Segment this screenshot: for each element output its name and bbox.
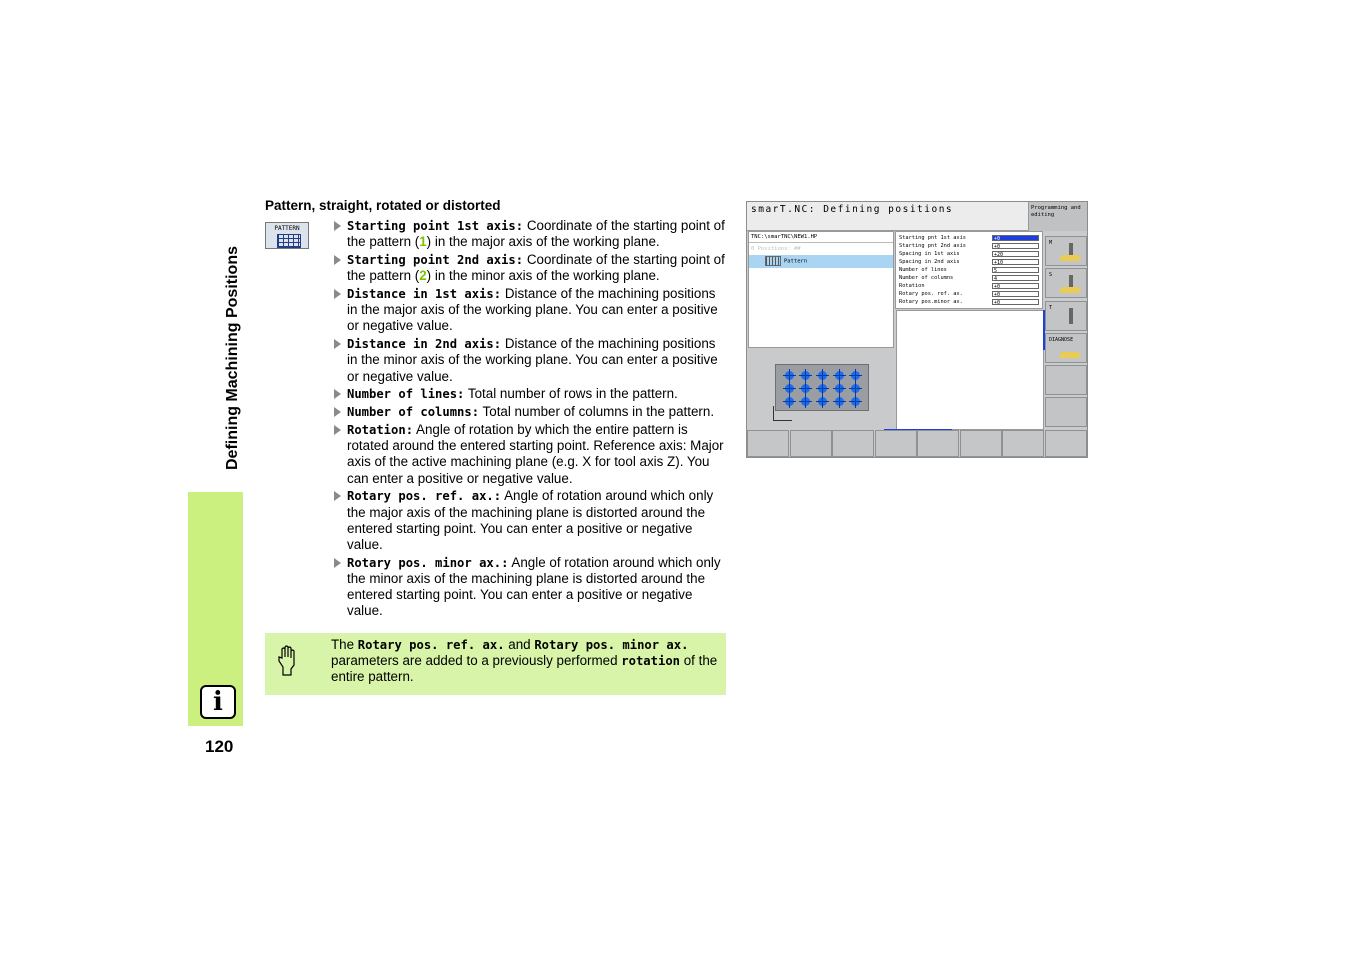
param-name: Number of columns: <box>347 405 480 420</box>
tnc-screenshot <box>746 201 1088 458</box>
tnc-horizontal-softkeys <box>747 430 1087 457</box>
form-value[interactable]: +10 <box>992 259 1039 265</box>
param-name: Distance in 2nd axis: <box>347 337 502 352</box>
hole-position <box>835 397 844 406</box>
softkey-bottom[interactable] <box>875 430 917 457</box>
softkey-s[interactable] <box>1045 268 1087 298</box>
softkey-label: T <box>1049 305 1053 311</box>
softkey-bottom[interactable] <box>832 430 874 457</box>
softkey-empty[interactable] <box>1045 365 1087 395</box>
tnc-mode-label: Programming and editing <box>1028 202 1087 231</box>
tnc-program-tree <box>748 231 894 348</box>
tool-change-icon <box>1069 308 1073 324</box>
tnc-help-graphic-area <box>896 310 1044 430</box>
pattern-softkey-icon <box>265 222 309 249</box>
hole-position <box>835 384 844 393</box>
softkey-bottom[interactable] <box>747 430 789 457</box>
hole-position <box>801 371 810 380</box>
param-item <box>333 286 728 335</box>
softkey-m[interactable] <box>1045 236 1087 266</box>
softkey-label: DIAGNOSE <box>1049 337 1074 343</box>
note-keyword: rotation <box>621 654 680 669</box>
softkey-bottom[interactable] <box>917 430 959 457</box>
callout-number: 2 <box>419 268 427 284</box>
parameter-list <box>333 218 728 621</box>
section-heading: Pattern, straight, rotated or distorted <box>265 198 501 213</box>
param-name: Rotary pos. ref. ax.: <box>347 489 502 504</box>
tnc-title: smarT.NC: Defining positions <box>747 202 1028 231</box>
hole-position <box>851 384 860 393</box>
pattern-icon <box>765 256 781 266</box>
param-item <box>333 336 728 385</box>
form-label: Rotation <box>899 283 925 289</box>
param-item <box>333 488 728 553</box>
form-label: Rotary pos.minor ax. <box>899 299 963 305</box>
param-desc-end: ) in the minor axis of the working plane. <box>426 268 660 284</box>
pattern-grid-icon <box>277 234 301 248</box>
form-label: Spacing in 1st axis <box>899 251 960 257</box>
chapter-title: Defining Machining Positions <box>224 246 241 470</box>
hole-position <box>801 384 810 393</box>
hole-position <box>818 371 827 380</box>
param-name: Number of lines: <box>347 387 465 402</box>
param-desc: Total number of columns in the pattern. <box>479 404 715 420</box>
param-desc: Coordinate of the starting point of the pattern ( <box>347 252 725 284</box>
tnc-parameter-form <box>895 231 1043 309</box>
param-name: Starting point 2nd axis: <box>347 253 524 267</box>
form-label: Spacing in 2nd axis <box>899 259 960 265</box>
tnc-path: TNC:\smarTNC\NEW1.HP <box>749 232 893 243</box>
param-desc: Distance of the machining positions in the major axis of the working plane. You can enter a positive or negative value. <box>347 286 718 334</box>
form-label: Starting pnt 2nd axis <box>899 243 966 249</box>
form-label: Number of columns <box>899 275 954 281</box>
bullet-arrow-icon <box>334 425 341 435</box>
tnc-vertical-softkeys <box>1045 231 1087 431</box>
softkey-label: S <box>1049 272 1053 278</box>
workpiece-plate <box>775 364 869 411</box>
param-item <box>333 386 728 402</box>
hole-position <box>785 371 794 380</box>
spindle-icon <box>1060 287 1080 293</box>
note-text-part: and <box>504 637 535 652</box>
param-desc-end: ) in the major axis of the working plane. <box>426 234 660 250</box>
info-icon: i <box>200 685 236 719</box>
form-value[interactable]: 5 <box>992 267 1039 273</box>
param-desc: Angle of rotation by which the entire pattern is rotated around the entered starting point. Reference axis: Major axis of the active machining plane (e.g. X for tool axis Z). You can enter a positive or negative value. <box>347 422 724 486</box>
tnc-pattern-graphic <box>748 349 894 429</box>
hole-position <box>851 371 860 380</box>
softkey-bottom[interactable] <box>1045 430 1087 457</box>
hole-position <box>818 397 827 406</box>
bullet-arrow-icon <box>334 255 341 265</box>
form-label: Starting pnt 1st axis <box>899 235 966 241</box>
origin-marker-icon <box>773 406 792 421</box>
bullet-arrow-icon <box>334 389 341 399</box>
form-label: Number of lines <box>899 267 947 273</box>
bullet-arrow-icon <box>334 407 341 417</box>
param-item <box>333 404 728 420</box>
note-text-part: The <box>331 637 358 652</box>
param-name: Rotary pos. minor ax.: <box>347 555 509 570</box>
hole-position <box>785 397 794 406</box>
param-desc: Coordinate of the starting point of the pattern ( <box>347 218 725 250</box>
tree-item-label: Pattern <box>784 258 808 265</box>
param-desc: Angle of rotation around which only the minor axis of the machining plane is distorted around the entered starting point. You can enter a positive or negative value. <box>347 554 721 619</box>
softkey-label: PATTERN <box>274 225 300 232</box>
softkey-label: M <box>1049 240 1053 246</box>
note-keyword: Rotary pos. ref. ax. <box>357 638 505 652</box>
form-value[interactable]: +0 <box>992 243 1039 249</box>
softkey-bottom[interactable] <box>790 430 832 457</box>
hole-position <box>835 371 844 380</box>
softkey-bottom[interactable] <box>1002 430 1044 457</box>
bullet-arrow-icon <box>334 339 341 349</box>
param-desc: Total number of rows in the pattern. <box>464 386 678 402</box>
bullet-arrow-icon <box>334 289 341 299</box>
form-value[interactable]: +20 <box>992 251 1039 257</box>
softkey-bottom[interactable] <box>960 430 1002 457</box>
param-item <box>333 555 728 620</box>
param-item <box>333 218 728 250</box>
param-name: Rotation: <box>347 423 414 437</box>
form-value[interactable]: +0 <box>992 283 1039 289</box>
note-text-part: of the entire pattern. <box>331 653 718 685</box>
hole-position <box>851 397 860 406</box>
hole-position <box>785 384 794 393</box>
param-desc: Distance of the machining positions in the minor axis of the working plane. You can enter a positive or negative value. <box>347 336 718 384</box>
form-label: Rotary pos. ref. ax. <box>899 291 963 297</box>
spindle-icon <box>1060 255 1080 261</box>
param-name: Distance in 1st axis: <box>347 287 502 301</box>
param-desc: Angle of rotation around which only the major axis of the machining plane is distorted around the entered starting point. You can enter a positive or negative value. <box>347 488 714 553</box>
bullet-arrow-icon <box>334 221 341 231</box>
diagnose-icon <box>1060 352 1080 358</box>
tree-item-pattern[interactable] <box>749 255 893 268</box>
bullet-arrow-icon <box>334 491 341 501</box>
softkey-empty[interactable] <box>1045 397 1087 427</box>
hand-pointer-icon <box>276 645 298 677</box>
form-value[interactable]: 4 <box>992 275 1039 281</box>
callout-number: 1 <box>419 234 427 250</box>
param-item <box>333 252 728 284</box>
note-text <box>331 637 721 686</box>
form-value[interactable]: +0 <box>992 299 1039 305</box>
softkey-t[interactable] <box>1045 301 1087 331</box>
note-keyword: Rotary pos. minor ax. <box>534 638 689 652</box>
hole-position <box>818 384 827 393</box>
param-item <box>333 422 728 487</box>
note-text-part: parameters are added to a previously performed <box>331 653 622 669</box>
form-value[interactable]: +0 <box>992 291 1039 297</box>
tree-item-positions[interactable]: 0 Positions: ## <box>751 246 801 252</box>
bullet-arrow-icon <box>334 558 341 568</box>
softkey-diagnose[interactable] <box>1045 333 1087 363</box>
hole-position <box>801 397 810 406</box>
form-value[interactable]: +0 <box>992 235 1039 241</box>
page-number: 120 <box>205 737 234 756</box>
param-name: Starting point 1st axis: <box>347 219 524 233</box>
